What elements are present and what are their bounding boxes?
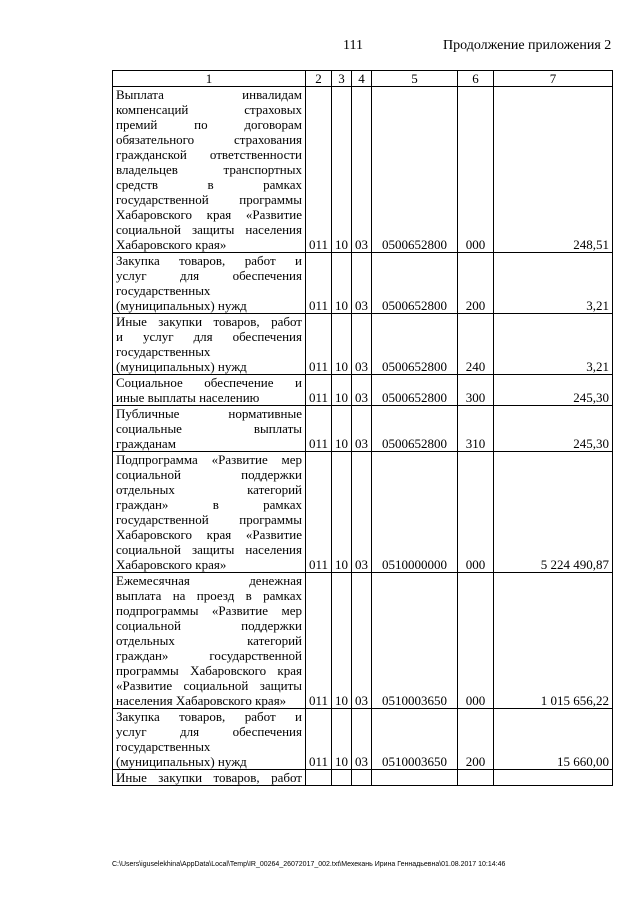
row-description <box>113 406 306 452</box>
row-amount: 1 015 656,22 <box>494 573 613 709</box>
row-code-ministry: 011 <box>306 87 332 253</box>
description-line: (муниципальных) нужд <box>116 298 247 313</box>
description-line: гражданской ответственности <box>116 147 302 162</box>
description-line: Иные закупки товаров, работ <box>116 770 302 785</box>
header-row <box>113 71 613 87</box>
description-line: государственной программы <box>116 512 302 527</box>
row-code-expense-type: 200 <box>458 709 494 770</box>
column-header-2: 2 <box>306 71 332 87</box>
description-line: государственной программы <box>116 192 302 207</box>
row-code-subsection: 03 <box>352 253 372 314</box>
description-line: государственных <box>116 739 211 754</box>
column-header-7: 7 <box>494 71 613 87</box>
continuation-label: Продолжение приложения 2 <box>443 38 612 53</box>
row-description <box>113 375 306 406</box>
row-code-target <box>372 770 458 786</box>
row-code-subsection: 03 <box>352 452 372 573</box>
description-line: подпрограммы «Развитие мер <box>116 603 302 618</box>
description-line: социальной защиты населения <box>116 542 302 557</box>
row-code-section: 10 <box>332 375 352 406</box>
row-code-expense-type: 300 <box>458 375 494 406</box>
row-amount: 248,51 <box>494 87 613 253</box>
description-line: и услуг для обеспечения <box>116 329 302 344</box>
row-code-target: 0500652800 <box>372 314 458 375</box>
row-code-ministry <box>306 770 332 786</box>
row-description <box>113 573 306 709</box>
description-line: «Развитие социальной защиты <box>116 678 302 693</box>
row-description <box>113 87 306 253</box>
row-code-ministry: 011 <box>306 452 332 573</box>
row-code-section: 10 <box>332 573 352 709</box>
row-code-ministry: 011 <box>306 709 332 770</box>
row-amount: 245,30 <box>494 375 613 406</box>
row-code-section: 10 <box>332 87 352 253</box>
row-code-subsection: 03 <box>352 406 372 452</box>
description-line: Ежемесячная денежная <box>116 573 302 588</box>
description-line: Закупка товаров, работ и <box>116 253 302 268</box>
table-row <box>113 253 613 314</box>
table-header <box>113 71 613 87</box>
row-code-section: 10 <box>332 406 352 452</box>
table-row <box>113 573 613 709</box>
description-line: Хабаровского края» <box>116 237 227 252</box>
description-line: Хабаровского края «Развитие <box>116 527 302 542</box>
description-line: иные выплаты населению <box>116 390 260 405</box>
description-line: услуг для обеспечения <box>116 724 302 739</box>
row-description <box>113 314 306 375</box>
row-code-target: 0500652800 <box>372 253 458 314</box>
description-line: (муниципальных) нужд <box>116 754 247 769</box>
description-line: граждан» в рамках <box>116 497 302 512</box>
row-amount: 3,21 <box>494 253 613 314</box>
row-amount: 245,30 <box>494 406 613 452</box>
table-row <box>113 87 613 253</box>
description-line: средств в рамках <box>116 177 302 192</box>
row-code-subsection: 03 <box>352 87 372 253</box>
row-description <box>113 770 306 786</box>
description-line: граждан» государственной <box>116 648 302 663</box>
footer-path: C:\Users\iguselekhina\AppData\Local\Temp\IR_00264_26072017_002.txt\Мехекань Ирина Геннадьевна\01.08.2017 10:14:46 <box>112 861 506 868</box>
row-code-ministry: 011 <box>306 253 332 314</box>
page-header <box>0 38 640 58</box>
row-description <box>113 709 306 770</box>
description-line: Выплата инвалидам <box>116 87 302 102</box>
description-line: Иные закупки товаров, работ <box>116 314 302 329</box>
table-body <box>113 87 613 786</box>
row-code-target: 0510000000 <box>372 452 458 573</box>
page-number: 111 <box>343 38 363 53</box>
column-header-3: 3 <box>332 71 352 87</box>
row-description <box>113 253 306 314</box>
description-line: услуг для обеспечения <box>116 268 302 283</box>
description-line: владельцев транспортных <box>116 162 302 177</box>
row-amount: 15 660,00 <box>494 709 613 770</box>
description-line: компенсаций страховых <box>116 102 302 117</box>
table-row <box>113 709 613 770</box>
row-code-subsection: 03 <box>352 573 372 709</box>
description-line: социальной поддержки <box>116 467 302 482</box>
description-line: социальной защиты населения <box>116 222 302 237</box>
description-line: Социальное обеспечение и <box>116 375 302 390</box>
row-code-ministry: 011 <box>306 406 332 452</box>
row-code-ministry: 011 <box>306 375 332 406</box>
row-code-expense-type: 000 <box>458 452 494 573</box>
budget-table <box>112 70 613 786</box>
description-line: социальной поддержки <box>116 618 302 633</box>
row-description <box>113 452 306 573</box>
row-code-subsection: 03 <box>352 709 372 770</box>
description-line: Подпрограмма «Развитие мер <box>116 452 302 467</box>
description-line: отдельных категорий <box>116 482 302 497</box>
description-line: Хабаровского края «Развитие <box>116 207 302 222</box>
row-code-target: 0510003650 <box>372 709 458 770</box>
description-line: населения Хабаровского края» <box>116 693 287 708</box>
row-code-section <box>332 770 352 786</box>
description-line: (муниципальных) нужд <box>116 359 247 374</box>
row-code-subsection: 03 <box>352 314 372 375</box>
description-line: выплата на проезд в рамках <box>116 588 302 603</box>
row-amount: 5 224 490,87 <box>494 452 613 573</box>
table-row <box>113 314 613 375</box>
description-line: Публичные нормативные <box>116 406 302 421</box>
description-line: обязательного страхования <box>116 132 302 147</box>
column-header-6: 6 <box>458 71 494 87</box>
row-code-subsection <box>352 770 372 786</box>
table-row <box>113 452 613 573</box>
row-amount: 3,21 <box>494 314 613 375</box>
description-line: гражданам <box>116 436 176 451</box>
row-code-ministry: 011 <box>306 573 332 709</box>
row-code-ministry: 011 <box>306 314 332 375</box>
row-code-target: 0500652800 <box>372 406 458 452</box>
row-code-section: 10 <box>332 452 352 573</box>
description-line: Хабаровского края» <box>116 557 227 572</box>
row-code-section: 10 <box>332 314 352 375</box>
row-code-subsection: 03 <box>352 375 372 406</box>
column-header-4: 4 <box>352 71 372 87</box>
row-code-section: 10 <box>332 709 352 770</box>
row-code-target: 0500652800 <box>372 375 458 406</box>
row-code-target: 0500652800 <box>372 87 458 253</box>
row-code-expense-type: 310 <box>458 406 494 452</box>
table-row <box>113 770 613 786</box>
column-header-1: 1 <box>113 71 306 87</box>
column-header-5: 5 <box>372 71 458 87</box>
description-line: социальные выплаты <box>116 421 302 436</box>
description-line: отдельных категорий <box>116 633 302 648</box>
description-line: государственных <box>116 344 211 359</box>
table-row <box>113 375 613 406</box>
row-code-expense-type: 000 <box>458 87 494 253</box>
description-line: премий по договорам <box>116 117 302 132</box>
row-code-expense-type <box>458 770 494 786</box>
row-amount <box>494 770 613 786</box>
row-code-section: 10 <box>332 253 352 314</box>
table-row <box>113 406 613 452</box>
row-code-target: 0510003650 <box>372 573 458 709</box>
row-code-expense-type: 200 <box>458 253 494 314</box>
row-code-expense-type: 240 <box>458 314 494 375</box>
description-line: Закупка товаров, работ и <box>116 709 302 724</box>
description-line: государственных <box>116 283 211 298</box>
description-line: программы Хабаровского края <box>116 663 302 678</box>
row-code-expense-type: 000 <box>458 573 494 709</box>
